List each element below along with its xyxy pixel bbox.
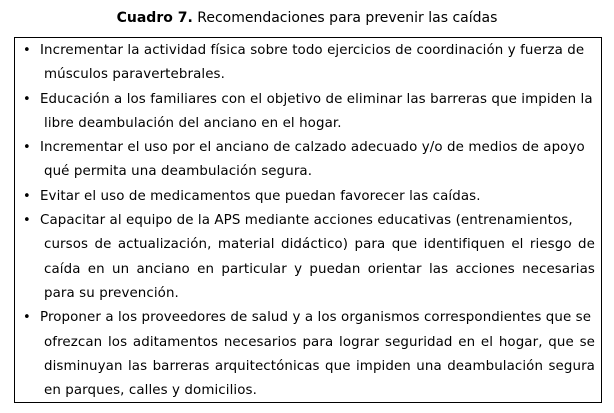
list-item-continuation: qué permita una deambulación segura.: [44, 164, 313, 180]
list-item: [23, 39, 595, 88]
list-item-first-line: Proponer a los proveedores de salud y a los organismos correspondientes que se: [40, 310, 592, 326]
list-item-first-line: Evitar el uso de medicamentos que puedan favorecer las caídas.: [40, 188, 481, 204]
bullet-icon: •: [23, 140, 31, 156]
list-item: [23, 136, 595, 185]
bullet-icon: •: [23, 91, 31, 107]
list-item-first-line: Incrementar la actividad física sobre todo ejercicios de coordinación y fuerza de: [40, 43, 585, 58]
list-item-first-line: Incrementar el uso por el anciano de calzado adecuado y/o de medios de apoyo: [40, 140, 585, 156]
list-item-continuation: músculos paravertebrales.: [44, 67, 225, 83]
list-item-continuation: libre deambulación del anciano en el hogar.: [44, 115, 342, 131]
list-item-continuation: ofrezcan los aditamentos necesarios para lograr seguridad en el hogar, que se disminuyan las barreras arquitectónicas que impiden una deambulación segura en parques, calles y domicilios.: [44, 334, 595, 399]
bullet-icon: •: [23, 188, 31, 204]
recommendations-box: [14, 37, 602, 403]
list-item: [23, 209, 595, 306]
table-caption: [0, 8, 614, 28]
bullet-icon: •: [23, 213, 31, 229]
list-item-first-line: Educación a los familiares con el objetivo de eliminar las barreras que impiden la: [40, 91, 593, 107]
recommendations-list: [15, 38, 601, 403]
list-item: [23, 306, 595, 403]
caption-label: Cuadro 7.: [116, 10, 193, 26]
bullet-icon: •: [23, 310, 31, 326]
bullet-icon: •: [23, 43, 31, 58]
list-item-first-line: Capacitar al equipo de la APS mediante acciones educativas (entrenamientos,: [40, 213, 573, 229]
caption-title: Recomendaciones para prevenir las caídas: [192, 10, 498, 26]
list-item: [23, 88, 595, 137]
list-item: [23, 185, 595, 209]
list-item-continuation: cursos de actualización, material didáctico) para que identifiquen el riesgo de caída en un anciano en particular y puedan orientar las acciones necesarias para su prevención.: [44, 237, 595, 301]
